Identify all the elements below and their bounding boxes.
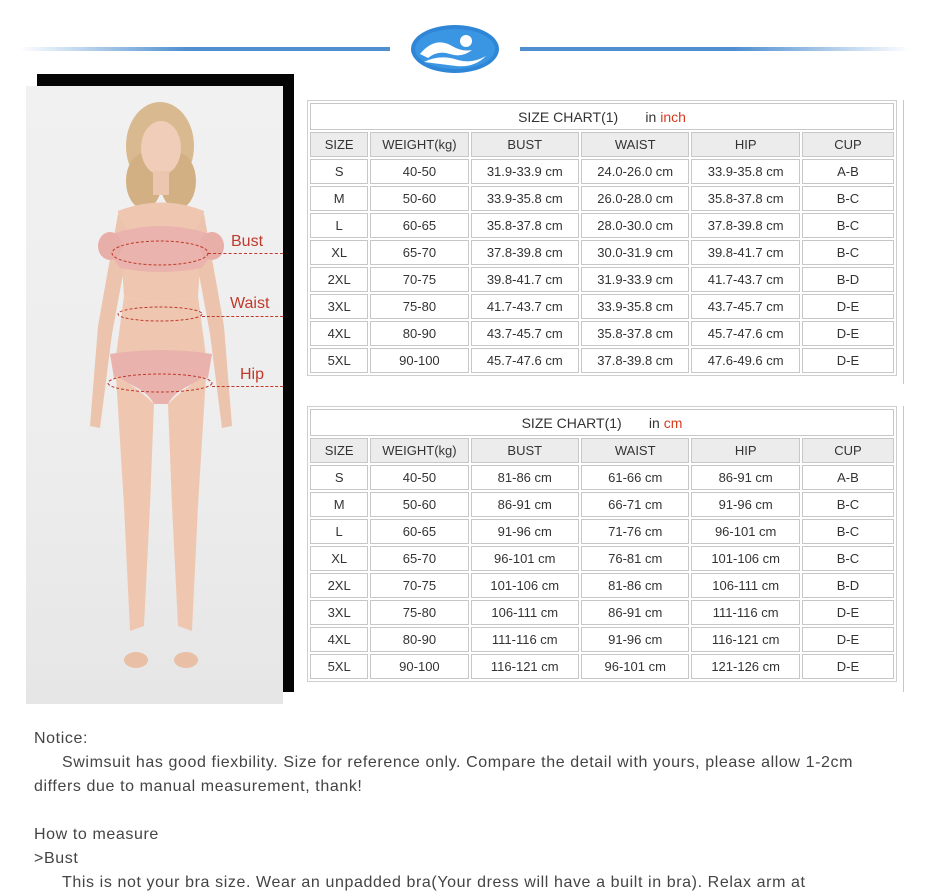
table-cell: 37.8-39.8 cm (691, 213, 799, 238)
table-row (310, 519, 894, 544)
table-cell: 4XL (310, 321, 368, 346)
table-cell: B-C (802, 519, 894, 544)
table-cell: 47.6-49.6 cm (691, 348, 799, 373)
table-cell: 39.8-41.7 cm (471, 267, 579, 292)
table-row (310, 600, 894, 625)
table-cell: B-C (802, 492, 894, 517)
table-cell: 81-86 cm (471, 465, 579, 490)
table-cell: 39.8-41.7 cm (691, 240, 799, 265)
table-cell: 96-101 cm (581, 654, 689, 679)
table-cell: 86-91 cm (581, 600, 689, 625)
table-cell: 111-116 cm (471, 627, 579, 652)
table-cell: 70-75 (370, 267, 468, 292)
table-cell: 111-116 cm (691, 600, 799, 625)
table-cell: 45.7-47.6 cm (691, 321, 799, 346)
waist-label: Waist (230, 295, 270, 312)
table-cell: 71-76 cm (581, 519, 689, 544)
col-header-bust: BUST (471, 438, 579, 463)
table-cell: 26.0-28.0 cm (581, 186, 689, 211)
table-cell: 86-91 cm (471, 492, 579, 517)
table-cell: A-B (802, 465, 894, 490)
table-cell: D-E (802, 654, 894, 679)
unit-label: inch (660, 108, 686, 125)
model-photo (26, 86, 283, 704)
unit-prefix: in (645, 108, 657, 125)
table-cell: S (310, 465, 368, 490)
table-cell: B-C (802, 546, 894, 571)
table-cell: 24.0-26.0 cm (581, 159, 689, 184)
header-row (310, 132, 894, 157)
header-row (310, 438, 894, 463)
how-to-heading: How to measure (34, 826, 159, 843)
col-header-weight: WEIGHT(kg) (370, 132, 468, 157)
table-cell: 61-66 cm (581, 465, 689, 490)
table-cell: 31.9-33.9 cm (581, 267, 689, 292)
table-cell: 28.0-30.0 cm (581, 213, 689, 238)
col-header-cup: CUP (802, 438, 894, 463)
table-cell: 50-60 (370, 186, 468, 211)
size-chart-inch (307, 100, 897, 376)
bust-heading: >Bust (34, 850, 79, 867)
table-edge-rule (903, 406, 904, 692)
table-cell: 75-80 (370, 600, 468, 625)
table-cell: XL (310, 546, 368, 571)
notice-section (34, 727, 894, 895)
table-cell: 33.9-35.8 cm (691, 159, 799, 184)
table-cell: S (310, 159, 368, 184)
table-cell: 101-106 cm (471, 573, 579, 598)
table-cell: 5XL (310, 654, 368, 679)
table-cell: 116-121 cm (471, 654, 579, 679)
model-figure (26, 86, 283, 704)
table-cell: B-C (802, 186, 894, 211)
table-cell: 66-71 cm (581, 492, 689, 517)
col-header-hip: HIP (691, 438, 799, 463)
table-cell: 80-90 (370, 627, 468, 652)
col-header-cup: CUP (802, 132, 894, 157)
table-cell: B-C (802, 240, 894, 265)
table-cell: 37.8-39.8 cm (581, 348, 689, 373)
table-row (310, 267, 894, 292)
table-cell: 106-111 cm (691, 573, 799, 598)
table-cell: 65-70 (370, 546, 468, 571)
table-cell: XL (310, 240, 368, 265)
chart-title-row (310, 409, 894, 436)
table-cell: D-E (802, 348, 894, 373)
table-cell: 2XL (310, 267, 368, 292)
table-cell: 3XL (310, 294, 368, 319)
table-cell: 90-100 (370, 348, 468, 373)
table-row (310, 573, 894, 598)
table-cell: 5XL (310, 348, 368, 373)
hip-guide-line (212, 386, 283, 387)
table-cell: 121-126 cm (691, 654, 799, 679)
table-row (310, 348, 894, 373)
table-cell: M (310, 186, 368, 211)
col-header-bust: BUST (471, 132, 579, 157)
table-row (310, 627, 894, 652)
col-header-size: SIZE (310, 438, 368, 463)
table-cell: 35.8-37.8 cm (691, 186, 799, 211)
bust-instructions: This is not your bra size. Wear an unpadded bra(Your dress will have a built in bra). Relax arm at (62, 874, 806, 891)
table-cell: 45.7-47.6 cm (471, 348, 579, 373)
chart-title: SIZE CHART(1) (521, 414, 622, 431)
table-cell: 43.7-45.7 cm (471, 321, 579, 346)
table-cell: B-D (802, 573, 894, 598)
table-edge-rule (903, 100, 904, 384)
table-cell: 75-80 (370, 294, 468, 319)
table-cell: L (310, 519, 368, 544)
table-row (310, 654, 894, 679)
table-cell: L (310, 213, 368, 238)
table-cell: 3XL (310, 600, 368, 625)
table-cell: D-E (802, 600, 894, 625)
table-cell: 40-50 (370, 465, 468, 490)
table-cell: B-D (802, 267, 894, 292)
col-header-weight: WEIGHT(kg) (370, 438, 468, 463)
table-cell: 37.8-39.8 cm (471, 240, 579, 265)
chart-title: SIZE CHART(1) (518, 108, 619, 125)
table-row (310, 546, 894, 571)
table-cell: 91-96 cm (691, 492, 799, 517)
hip-label: Hip (240, 366, 265, 383)
table-cell: D-E (802, 294, 894, 319)
table-cell: 96-101 cm (471, 546, 579, 571)
wave-logo-icon (410, 24, 500, 74)
table-row (310, 159, 894, 184)
table-cell: 35.8-37.8 cm (471, 213, 579, 238)
table-cell: 50-60 (370, 492, 468, 517)
table-row (310, 240, 894, 265)
table-cell: 70-75 (370, 573, 468, 598)
table-cell: 91-96 cm (581, 627, 689, 652)
table-cell: D-E (802, 627, 894, 652)
header-divider-left (20, 47, 390, 51)
col-header-size: SIZE (310, 132, 368, 157)
table-cell: 2XL (310, 573, 368, 598)
col-header-waist: WAIST (581, 438, 689, 463)
table-cell: M (310, 492, 368, 517)
unit-label: cm (663, 414, 683, 431)
table-cell: 96-101 cm (691, 519, 799, 544)
waist-guide-line (202, 316, 283, 317)
unit-prefix: in (648, 414, 660, 431)
table-cell: 76-81 cm (581, 546, 689, 571)
notice-heading: Notice: (34, 730, 88, 747)
table-cell: 35.8-37.8 cm (581, 321, 689, 346)
table-cell: 40-50 (370, 159, 468, 184)
table-row (310, 186, 894, 211)
table-cell: 43.7-45.7 cm (691, 294, 799, 319)
table-row (310, 465, 894, 490)
notice-body: Swimsuit has good fiexbility. Size for reference only. Compare the detail with yours, please allow 1-2cm differs due to manual measurement, thank! (34, 754, 854, 795)
table-cell: 116-121 cm (691, 627, 799, 652)
table-cell: 4XL (310, 627, 368, 652)
table-cell: 81-86 cm (581, 573, 689, 598)
chart-title-row (310, 103, 894, 130)
table-cell: B-C (802, 213, 894, 238)
table-cell: 31.9-33.9 cm (471, 159, 579, 184)
bust-guide-line (208, 253, 283, 254)
table-row (310, 213, 894, 238)
header-divider-right (520, 47, 910, 51)
col-header-waist: WAIST (581, 132, 689, 157)
table-cell: 91-96 cm (471, 519, 579, 544)
table-cell: 41.7-43.7 cm (471, 294, 579, 319)
table-cell: 101-106 cm (691, 546, 799, 571)
table-cell: 60-65 (370, 519, 468, 544)
table-cell: 41.7-43.7 cm (691, 267, 799, 292)
col-header-hip: HIP (691, 132, 799, 157)
table-cell: 33.9-35.8 cm (471, 186, 579, 211)
table-row (310, 321, 894, 346)
table-cell: 65-70 (370, 240, 468, 265)
table-cell: 106-111 cm (471, 600, 579, 625)
table-cell: D-E (802, 321, 894, 346)
table-cell: 86-91 cm (691, 465, 799, 490)
bust-label: Bust (231, 233, 264, 250)
table-cell: 33.9-35.8 cm (581, 294, 689, 319)
table-cell: 60-65 (370, 213, 468, 238)
size-chart-cm (307, 406, 897, 682)
table-cell: A-B (802, 159, 894, 184)
table-cell: 90-100 (370, 654, 468, 679)
table-row (310, 294, 894, 319)
table-cell: 30.0-31.9 cm (581, 240, 689, 265)
table-row (310, 492, 894, 517)
table-cell: 80-90 (370, 321, 468, 346)
